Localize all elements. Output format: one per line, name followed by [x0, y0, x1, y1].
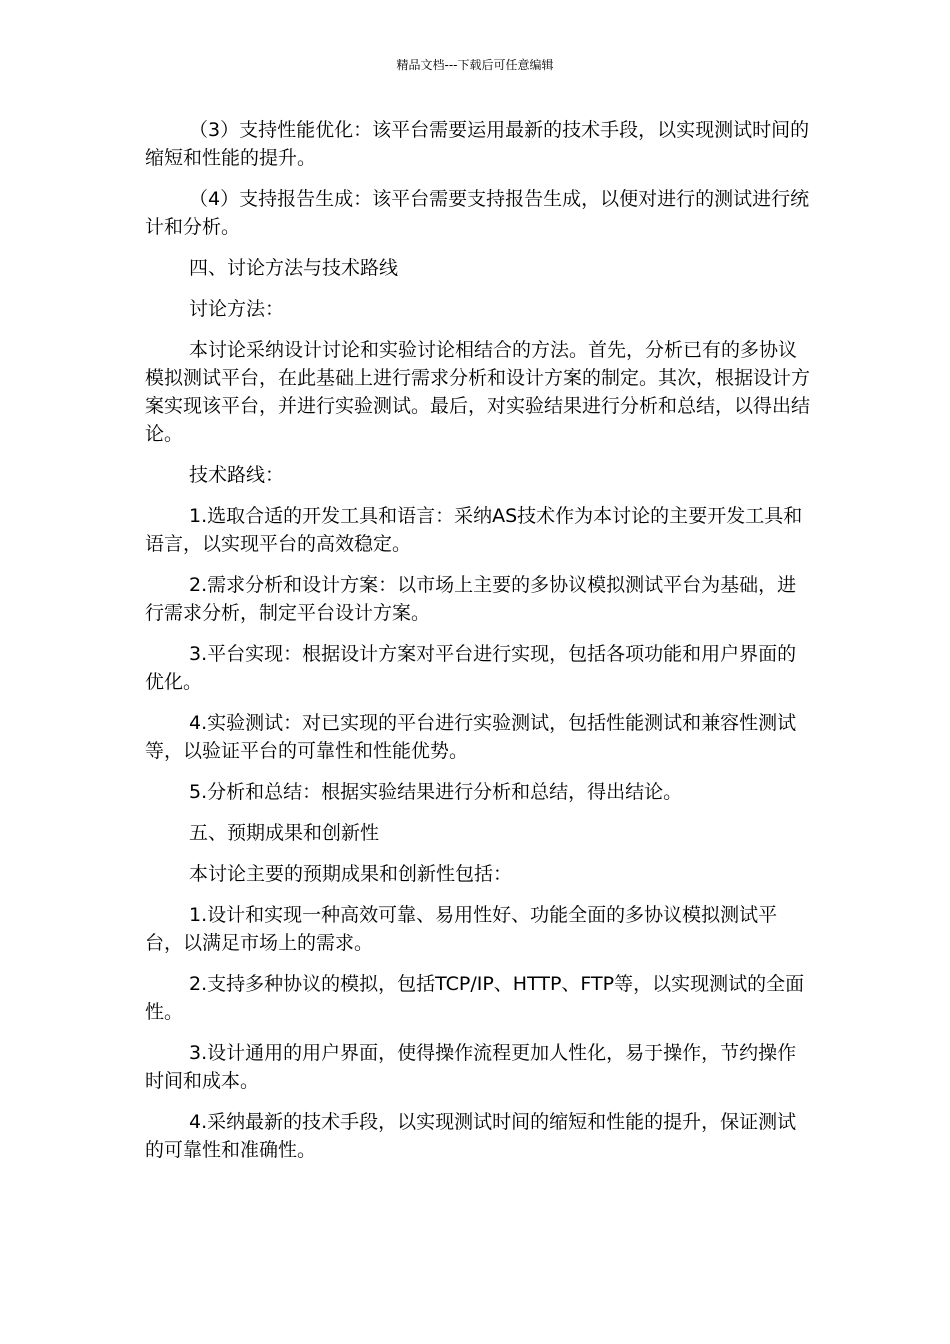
paragraph-performance-optimization: （3）支持性能优化：该平台需要运用最新的技术手段，以实现测试时间的缩短和性能的提升。 — [145, 119, 810, 169]
paragraph-outcomes-intro: 本讨论主要的预期成果和创新性包括： — [189, 863, 513, 885]
list-item-outcome-4: 4.采纳最新的技术手段，以实现测试时间的缩短和性能的提升，保证测试的可靠性和准确性。 — [145, 1111, 797, 1161]
subheading-technical-route: 技术路线： — [189, 464, 285, 486]
document-body — [145, 116, 810, 1177]
section-heading-methods: 四、讨论方法与技术路线 — [189, 257, 399, 279]
paragraph-report-generation: （4）支持报告生成：该平台需要支持报告生成，以便对进行的测试进行统计和分析。 — [145, 188, 810, 238]
list-item-route-5: 5.分析和总结：根据实验结果进行分析和总结，得出结论。 — [189, 781, 683, 803]
subheading-methods: 讨论方法： — [189, 298, 285, 320]
list-item-route-4: 4.实验测试：对已实现的平台进行实验测试，包括性能测试和兼容性测试等，以验证平台的可靠性和性能优势。 — [145, 712, 797, 762]
section-heading-outcomes: 五、预期成果和创新性 — [189, 822, 380, 844]
list-item-outcome-3: 3.设计通用的用户界面，使得操作流程更加人性化，易于操作，节约操作时间和成本。 — [145, 1042, 797, 1092]
list-item-route-2: 2.需求分析和设计方案：以市场上主要的多协议模拟测试平台为基础，进行需求分析，制定平台设计方案。 — [145, 574, 797, 624]
list-item-outcome-2: 2.支持多种协议的模拟，包括TCP/IP、HTTP、FTP等，以实现测试的全面性。 — [145, 973, 805, 1023]
list-item-route-1: 1.选取合适的开发工具和语言：采纳AS技术作为本讨论的主要开发工具和语言，以实现平台的高效稳定。 — [145, 505, 803, 555]
list-item-outcome-1: 1.设计和实现一种高效可靠、易用性好、功能全面的多协议模拟测试平台，以满足市场上的需求。 — [145, 904, 778, 954]
list-item-route-3: 3.平台实现：根据设计方案对平台进行实现，包括各项功能和用户界面的优化。 — [145, 643, 797, 693]
paragraph-methods-description: 本讨论采纳设计讨论和实验讨论相结合的方法。首先，分析已有的多协议模拟测试平台，在此基础上进行需求分析和设计方案的制定。其次，根据设计方案实现该平台，并进行实验测试。最后，对实验结果进行分析和总结，以得出结论。 — [145, 339, 811, 445]
page-header: 精品文档---下载后可任意编辑 — [396, 58, 554, 72]
